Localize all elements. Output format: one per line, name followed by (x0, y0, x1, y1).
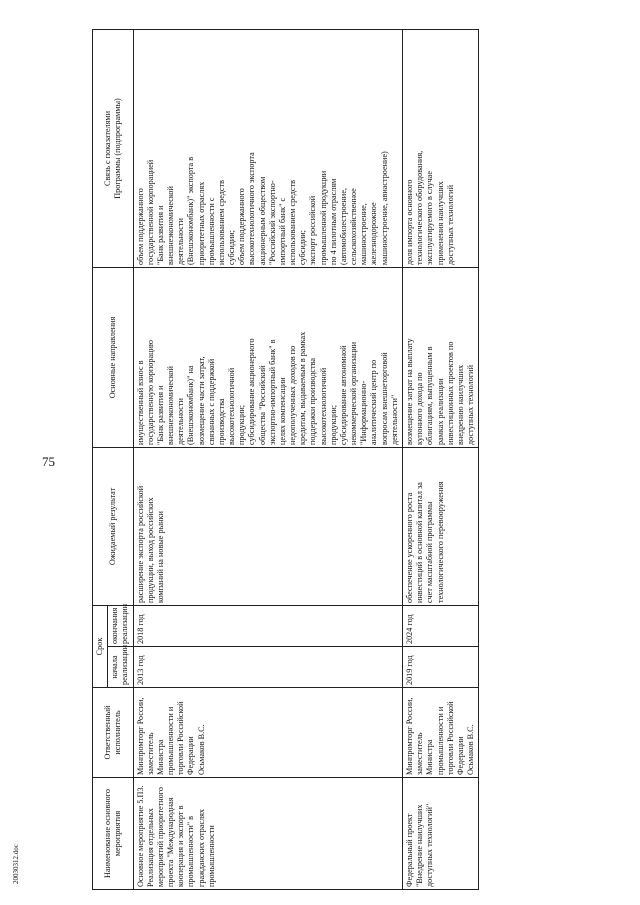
measure-link: доля импорта основного технологического оборудования, эксплуатируемого в случае применения наилучших доступных технологий (402, 29, 478, 267)
header-name: Наименование основного мероприятия (93, 778, 134, 890)
measure-start: 2013 год (133, 647, 402, 688)
measure-link: объем поддержанного государственной корпорацией "Банк развития и внешнеэкономической деятельности (Внешэкономбанк)" экспорта в приоритетных отраслях промышленности с использованием средств субсидии; объем поддержанного высокотехнологичного экспорта акционерным обществом "Российский экспортно- импортный банк" с использованием средств субсидии; экспорт российской промышленной продукции по 4 пилотным отраслям (автомобилестроение, сельскохозяйственное машиностроение, железнодорожное машиностроение, авиастроение) (133, 29, 402, 267)
header-start: начала реализации (108, 647, 133, 688)
measure-directions: возмещение затрат на выплату купонного дохода по облигациям, выпущенным в рамках реализации инвестиционных проектов по внедрению наилучших доступных технологий (402, 267, 478, 447)
table-row (402, 29, 478, 889)
header-responsible: Ответственный исполнитель (93, 688, 134, 778)
page-number: 75 (42, 454, 55, 469)
header-end: окончания реализации (108, 605, 133, 646)
measure-result: расширение экспорта российской продукции, выход российских компаний на новые рынки (133, 447, 402, 605)
header-term: Срок (93, 605, 108, 687)
measure-name: Основное мероприятие 5.П3. Реализация отдельных мероприятий приоритетного проекта "Международная кооперация и экспорт в промышленности" в гражданских отраслях промышленности (133, 778, 402, 890)
header-link: Связь с показателями Программы (подпрограммы) (93, 29, 134, 267)
header-result: Ожидаемый результат (93, 447, 134, 605)
measure-responsible: Минпромторг России, заместитель Министра промышленности и торговли Российской Федерации Осьмаков В.С. (133, 688, 402, 778)
header-directions: Основные направления (93, 267, 134, 447)
table-row (133, 29, 402, 889)
measure-start: 2019 год (402, 647, 478, 688)
measure-name: Федеральный проект "Внедрение наилучших доступных технологий" (402, 778, 478, 890)
measure-end: 2018 год (133, 605, 402, 646)
measures-table (92, 29, 479, 890)
measure-responsible: Минпромторг России, заместитель Министра промышленности и торговли Российской Федерации Осьмаков В.С. (402, 688, 478, 778)
header-row (93, 29, 108, 889)
measure-result: обеспечение ускоренного роста инвестиций в основной капитал за счет масштабной программы технологического перевооружения (402, 447, 478, 605)
document-file-code: 20030312.doc (12, 844, 20, 884)
measure-end: 2024 год (402, 605, 478, 646)
measure-directions: имущественный взнос в государственную корпорацию "Банк развития и внешнеэкономической деятельности (Внешэкономбанк)" на возмещение части затрат, связанных с поддержкой производства высокотехнологичной продукции; субсидирование акционерного общества "Российский экспортно-импортный банк" в целях компенсации недополученных доходов по кредитам, выдаваемым в рамках поддержки производства высокотехнологичной продукции; субсидирование автономной некоммерческой организации "Информационно- аналитический центр по вопросам внешнеторговой деятельности" (133, 267, 402, 447)
rotated-table-container (92, 30, 592, 890)
